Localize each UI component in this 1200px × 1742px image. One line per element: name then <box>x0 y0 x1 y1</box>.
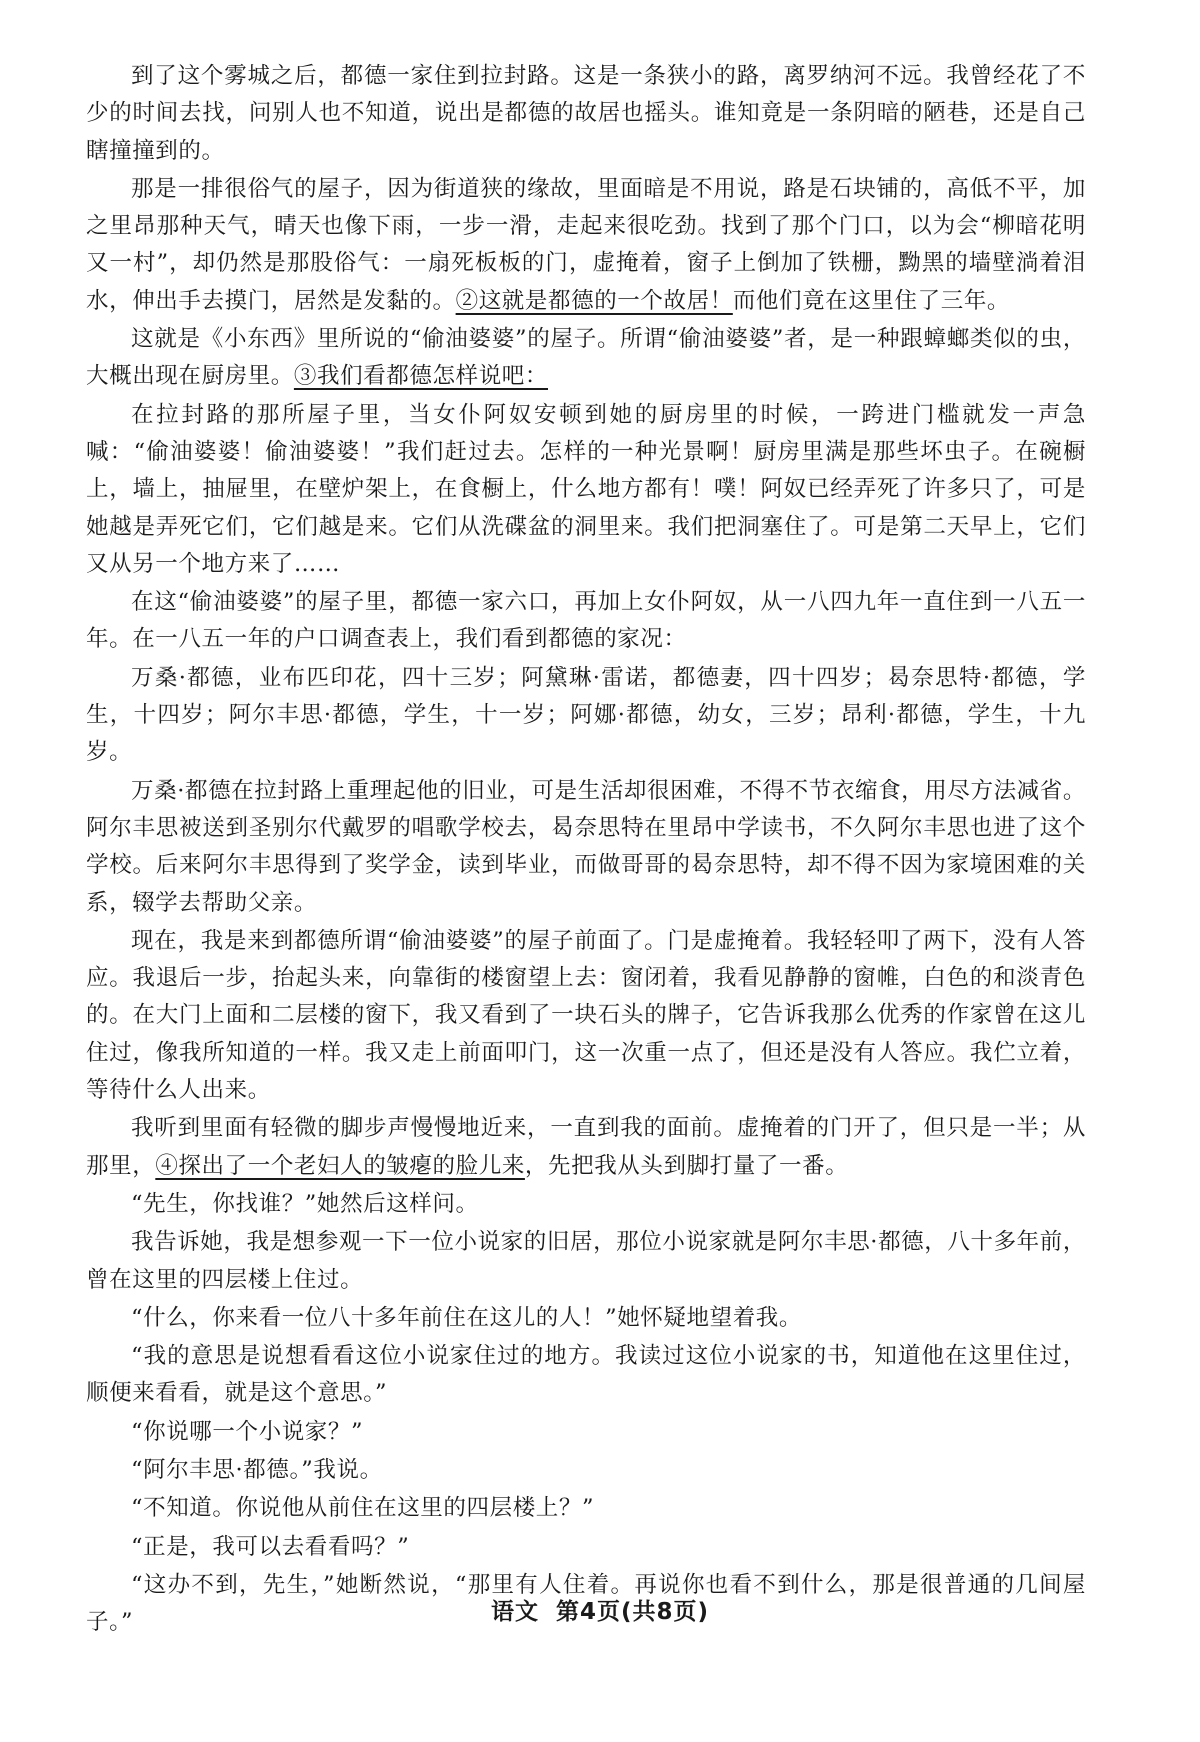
paragraph-18: “这办不到，先生，”她断然说，“那里有人住着。再说你也看不到什么，那是很普通的几间屋子。” <box>86 1571 1086 1636</box>
paragraph-text: 这就是《小东西》里所说的“偷油婆婆”的屋子。所谓“偷油婆婆”者，是一种跟蟑螂类似的虫，大概出现在厨房里。 <box>86 326 1086 390</box>
paragraph-8: 现在，我是来到都德所谓“偷油婆婆”的屋子前面了。门是虚掩着。我轻轻叩了两下，没有人答应。我退后一步，抬起头来，向靠街的楼窗望上去：窗闭着，我看见静静的窗帷，白色的和淡青色的。在大门上面和二层楼的窗下，我又看到了一块石头的牌子，它告诉我那么优秀的作家曾在这儿住过，像我所知道的一样。我又走上前面叩门，这一次重一点了，但还是没有人答应。我伫立着，等待什么人出来。 <box>86 927 1086 1104</box>
paragraph-5: 在这“偷油婆婆”的屋子里，都德一家六口，再加上女仆阿奴，从一八四九年一直住到一八五一年。在一八五一年的户口调查表上，我们看到都德的家况： <box>86 589 1086 653</box>
paragraph-17: “正是，我可以去看看吗？” <box>131 1533 410 1560</box>
page-footer <box>0 1593 1200 1626</box>
paragraph-15: “阿尔丰思·都德。”我说。 <box>131 1456 383 1483</box>
underlined-sentence-4: ④探出了一个老妇人的皱瘪的脸儿来 <box>155 1152 525 1179</box>
paragraph-14: “你说哪一个小说家？” <box>131 1418 364 1445</box>
paragraph-13: “我的意思是说想看看这位小说家住过的地方。我读过这位小说家的书，知道他在这里住过，顺便来看看，就是这个意思。” <box>86 1343 1086 1407</box>
paragraph-text: ，先把我从头到脚打量了一番。 <box>524 1152 849 1179</box>
paragraph-7: 万桑·都德在拉封路上重理起他的旧业，可是生活却很困难，不得不节衣缩食，用尽方法减省。阿尔丰思被送到圣别尔代戴罗的唱歌学校去，曷奈思特在里昂中学读书，不久阿尔丰思也进了这个学校。后来阿尔丰思得到了奖学金，读到毕业，而做哥哥的曷奈思特，却不得不因为家境困难的关系，辍学去帮助父亲。 <box>86 777 1086 916</box>
footer-page-number: 第4页(共8页) <box>555 1599 710 1625</box>
paragraph-3 <box>86 321 1086 396</box>
paragraph-11: 我告诉她，我是想参观一下一位小说家的旧居，那位小说家就是阿尔丰思·都德，八十多年前，曾在这里的四层楼上住过。 <box>86 1229 1086 1293</box>
paragraph-4: 在拉封路的那所屋子里，当女仆阿奴安顿到她的厨房里的时候，一跨进门槛就发一声急喊：“偷油婆婆！偷油婆婆！”我们赶过去。怎样的一种光景啊！厨房里满是那些坏虫子。在碗橱上，墙上，抽屉里，在壁炉架上，在食橱上，什么地方都有！噗！阿奴已经弄死了许多只了，可是她越是弄死它们，它们越是来。它们从洗碟盆的洞里来。我们把洞塞住了。可是第二天早上，它们又从另一个地方来了…… <box>86 401 1086 577</box>
paragraph-1: 到了这个雾城之后，都德一家住到拉封路。这是一条狭小的路，离罗纳河不远。我曾经花了不少的时间去找，问别人也不知道，说出是都德的故居也摇头。谁知竟是一条阴暗的陋巷，还是自己瞎撞撞到的。 <box>86 63 1086 164</box>
paragraph-text: 而他们竟在这里住了三年。 <box>732 287 1011 314</box>
paragraph-6: 万桑·都德，业布匹印花，四十三岁；阿黛琳·雷诺，都德妻，四十四岁；曷奈思特·都德，学生，十四岁；阿尔丰思·都德，学生，十一岁；阿娜·都德，幼女，三岁；昂利·都德，学生，十九岁。 <box>86 664 1086 766</box>
paragraph-text: 那是一排很俗气的屋子，因为街道狭的缘故，里面暗是不用说，路是石块铺的，高低不平，加之里昂那种天气，晴天也像下雨，一步一滑，走起来很吃劲。找到了那个门口，以为会“柳暗花明又一村”，却仍然是那股俗气：一扇死板板的门，虚掩着，窗子上倒加了铁栅，黝黑的墙壁淌着泪水，伸出手去摸门，居然是发黏的。 <box>86 175 1086 314</box>
paragraph-12: “什么，你来看一位八十多年前住在这儿的人！”她怀疑地望着我。 <box>131 1304 803 1331</box>
footer-subject: 语文 <box>490 1599 539 1625</box>
underlined-sentence-3: ③我们看都德怎样说吧： <box>293 363 549 390</box>
article-body <box>86 58 1086 1642</box>
paragraph-9 <box>86 1110 1086 1185</box>
paragraph-10: “先生，你找谁？”她然后这样问。 <box>131 1190 479 1217</box>
underlined-sentence-2: ②这就是都德的一个故居！ <box>455 287 733 314</box>
paragraph-16: “不知道。你说他从前住在这里的四层楼上？” <box>131 1495 595 1522</box>
paragraph-text: 我听到里面有轻微的脚步声慢慢地近来，一直到我的面前。虚掩着的门开了，但只是一半；从那里， <box>86 1115 1086 1179</box>
paragraph-2 <box>86 171 1086 320</box>
